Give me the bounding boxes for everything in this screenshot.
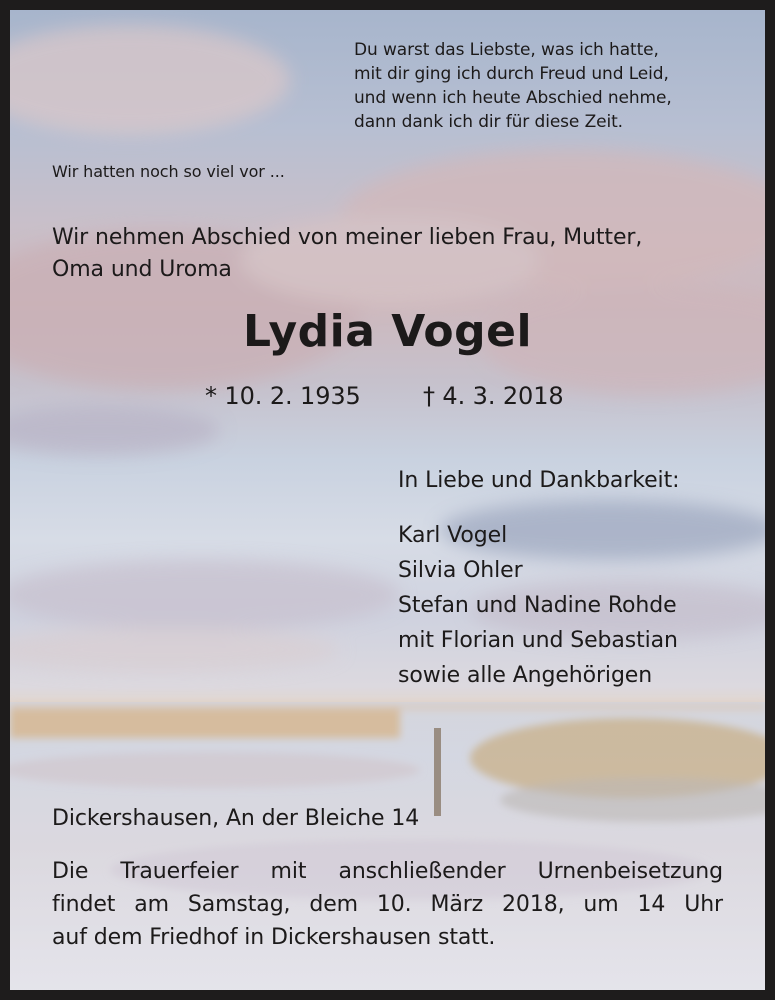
notice-line: findet am Samstag, dem 10. März 2018, um 14 Uhr [52,892,723,917]
poem-line: dann dank ich dir für diese Zeit. [354,112,623,132]
mourner: mit Florian und Sebastian [398,628,678,653]
poem-line: und wenn ich heute Abschied nehme, [354,88,672,108]
death-date: † 4. 3. 2018 [423,382,564,410]
poem [354,38,672,134]
deceased-name: Lydia Vogel [242,306,533,357]
poem-line: Du warst das Liebste, was ich hatte, [354,40,659,60]
poem-line: mit dir ging ich durch Freud und Leid, [354,64,669,84]
mourners-list [398,518,678,693]
mourner: Silvia Ohler [398,558,523,583]
lake-sky-background [10,10,765,990]
funeral-notice [52,855,723,954]
intro-line: Oma und Uroma [52,257,232,282]
thanks-heading: In Liebe und Dankbarkeit: [398,468,680,493]
mourner: Stefan und Nadine Rohde [398,593,677,618]
notice-line: Die Trauerfeier mit anschließender Urnenbeisetzung [52,859,723,884]
intro-line: Wir nehmen Abschied von meiner lieben Frau, Mutter, [52,225,643,250]
address: Dickershausen, An der Bleiche 14 [52,806,420,831]
mourner: sowie alle Angehörigen [398,663,653,688]
intro-text [52,222,642,286]
mourner: Karl Vogel [398,523,508,548]
notice-line: auf dem Friedhof in Dickershausen statt. [52,925,496,950]
motto: Wir hatten noch so viel vor ... [52,162,285,181]
birth-date: * 10. 2. 1935 [205,382,361,410]
